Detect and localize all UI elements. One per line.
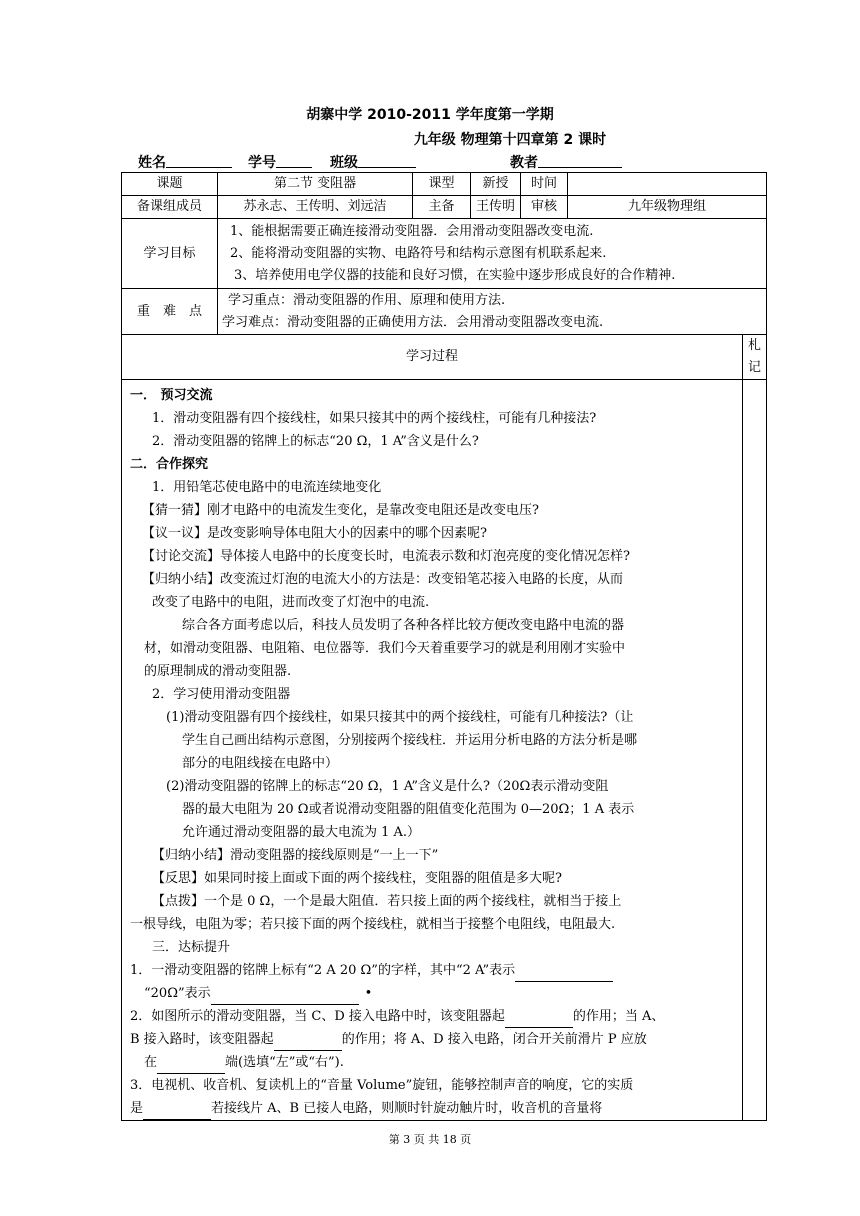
topic-row	[122, 173, 767, 196]
number-field[interactable]	[248, 152, 276, 172]
student-info-row	[138, 152, 738, 172]
exercise-2-line-3	[130, 1051, 736, 1074]
key-point-item: 学习难点：滑动变阻器的正确使用方法．会用滑动变阻器改变电流.	[222, 314, 604, 330]
exercise-2-text-2: 的作用；当 A、	[572, 1009, 665, 1024]
summary-1-line-1: 【归纳小结】改变流过灯泡的电流大小的方法是：改变铅笔芯接入电路的长度，从而	[142, 572, 624, 587]
process-content	[122, 380, 743, 1121]
goal-item: 3、培养使用电学仪器的技能和良好习惯，在实验中逐步形成良好的合作精神.	[234, 267, 676, 283]
paragraph-line-3: 的原理制成的滑动变阻器.	[144, 664, 292, 679]
exercise-2-blank-3[interactable]	[157, 1059, 225, 1074]
page-number: 第 3 页 共 18 页	[388, 1133, 472, 1146]
exercise-1-text: 1．一滑动变阻器的铭牌上标有“2 A 20 Ω”的字样，其中“2 A”表示	[130, 963, 516, 978]
type-label: 课型	[413, 173, 471, 196]
guess-prompt: 【猜一猜】刚才电路中的电流发生变化，是靠改变电阻还是改变电压?	[142, 503, 539, 518]
number-label: 学号	[248, 155, 276, 171]
subsection-1-title: 1．用铅笔芯使电路中的电流连续地变化	[152, 480, 382, 495]
key-point-item: 学习重点：滑动变阻器的作用、原理和使用方法.	[228, 292, 506, 308]
school-term-title: 胡寨中学 2010-2011 学年度第一学期	[306, 107, 554, 123]
exercise-2-line-2	[130, 1028, 736, 1051]
key-points-row	[122, 289, 767, 335]
exercise-1-line-2	[130, 982, 736, 1005]
exercise-2-text-1: 2．如图所示的滑动变阻器，当 C、D 接入电路中时，该变阻器起	[130, 1009, 505, 1024]
lesson-title: 九年级 物理第十四章第 2 课时	[413, 132, 607, 148]
discuss-prompt: 【议一议】是改变影响导体电阻大小的因素中的哪个因素呢?	[142, 526, 487, 541]
question-1-line-3: 部分的电阻线接在电路中）	[182, 756, 339, 771]
key-points-label: 重 难 点	[122, 289, 218, 335]
exercise-2-text-5: 在	[144, 1055, 158, 1070]
exercise-3-text-1: 是	[130, 1101, 144, 1116]
section-1-title: 一． 预习交流	[130, 388, 213, 403]
time-label: 时间	[521, 173, 568, 196]
discussion-prompt: 【讨论交流】导体接人电路中的长度变长时，电流表示数和灯泡亮度的变化情况怎样?	[142, 549, 630, 564]
key-points-content	[218, 289, 767, 335]
exercise-2-text-6: 端(选填“左”或“右”).	[225, 1055, 344, 1070]
teacher-field[interactable]	[510, 152, 538, 172]
paragraph-line-1: 综合各方面考虑以后，科技人员发明了各种各样比较方便改变电路中电流的器	[182, 618, 625, 633]
bullet-mark: •	[364, 986, 373, 1001]
review-label: 审核	[521, 196, 568, 219]
subsection-2-title: 2．学习使用滑动变阻器	[152, 687, 291, 702]
question-1-line-2: 学生自己画出结构示意图，分别接两个接线柱．并运用分析电路的方法分析是哪	[182, 733, 638, 748]
notes-label: 札记	[743, 335, 767, 380]
exercise-3-line-1: 3．电视机、收音机、复读机上的“音量 Volume”旋钮，能够控制声音的响度，它的实质	[130, 1078, 634, 1093]
goal-item: 2、能将滑动变阻器的实物、电路符号和结构示意图有机联系起来.	[230, 245, 607, 261]
teacher-label: 教者	[510, 155, 538, 171]
summary-2: 【归纳小结】滑动变阻器的接线原则是“一上一下”	[152, 848, 439, 863]
preview-question-2: 2．滑动变阻器的铭牌上的标志“20 Ω，1 A”含义是什么?	[152, 434, 479, 449]
goals-row	[122, 219, 767, 289]
section-3-title: 三．达标提升	[152, 940, 231, 955]
summary-1-line-2: 改变了电路中的电阻，进而改变了灯泡中的电流.	[152, 595, 430, 610]
section-2-title: 二．合作探究	[130, 457, 209, 472]
exercise-3-blank-1[interactable]	[143, 1105, 211, 1120]
question-2-line-3: 允许通过滑动变阻器的最大电流为 1 A.）	[182, 825, 421, 840]
name-label: 姓名	[138, 155, 166, 171]
process-body-row	[122, 380, 767, 1121]
reflection-prompt: 【反思】如果同时接上面或下面的两个接线柱，变阻器的阻值是多大呢?	[152, 871, 562, 886]
exercise-1-text-2: “20Ω”表示	[144, 986, 211, 1001]
exercise-2-blank-2[interactable]	[274, 1036, 342, 1051]
exercise-3-text-2: 若接线片 A、B 已接人电路，则顺时针旋动触片时，收音机的音量将	[211, 1101, 603, 1116]
exercise-1-blank-2[interactable]	[211, 990, 359, 1005]
tip-line-2: 一根导线，电阻为零；若只接下面的两个接线柱，就相当于接整个电阻线，电阻最大.	[130, 917, 616, 932]
review-value: 九年级物理组	[568, 196, 767, 219]
exercise-1-line-1	[130, 959, 736, 982]
preview-question-1: 1．滑动变阻器有四个接线柱，如果只接其中的两个接线柱，可能有几种接法?	[152, 411, 597, 426]
exercise-1-blank-1[interactable]	[515, 967, 613, 982]
notes-column[interactable]	[743, 380, 767, 1121]
question-2-line-1: (2)滑动变阻器的铭牌上的标志“20 Ω，1 A”含义是什么?（20Ω表示滑动变阻	[166, 779, 609, 794]
exercise-2-text-3: B 接入路时，该变阻器起	[130, 1032, 274, 1047]
type-value: 新授	[471, 173, 521, 196]
name-field[interactable]	[138, 152, 166, 172]
goals-label: 学习目标	[122, 219, 218, 289]
exercise-2-text-4: 的作用；将 A、D 接入电路，闭合开关前滑片 P 应放	[341, 1032, 647, 1047]
exercise-2-blank-1[interactable]	[505, 1013, 573, 1028]
exercise-2-line-1	[130, 1005, 736, 1028]
group-label: 备课组成员	[122, 196, 218, 219]
question-1-line-1: (1)滑动变阻器有四个接线柱，如果只接其中的两个接线柱，可能有几种接法?（让	[166, 710, 634, 725]
lead-value: 王传明	[471, 196, 521, 219]
topic-label: 课题	[122, 173, 218, 196]
paragraph-line-2: 材，如滑动变阻器、电阻箱、电位器等．我们今天着重要学习的就是利用刚才实验中	[144, 641, 626, 656]
class-label: 班级	[330, 155, 358, 171]
lesson-plan-table	[121, 172, 767, 1121]
topic-value: 第二节 变阻器	[218, 173, 413, 196]
exercise-3-line-2	[130, 1097, 736, 1120]
process-header-row	[122, 335, 767, 380]
question-2-line-2: 器的最大电阻为 20 Ω或者说滑动变阻器的阻值变化范围为 0—20Ω；1 A 表示	[182, 802, 635, 817]
goal-item: 1、能根据需要正确连接滑动变阻器．会用滑动变阻器改变电流.	[230, 223, 594, 239]
lead-label: 主备	[413, 196, 471, 219]
tip-line-1: 【点拨】一个是 0 Ω，一个是最大阻值．若只接上面的两个接线柱，就相当于接上	[152, 894, 622, 909]
group-value: 苏永志、王传明、刘远洁	[218, 196, 413, 219]
group-row	[122, 196, 767, 219]
class-field[interactable]	[330, 152, 358, 172]
process-label: 学习过程	[122, 335, 743, 380]
goals-content	[218, 219, 767, 289]
time-value[interactable]	[568, 173, 767, 196]
